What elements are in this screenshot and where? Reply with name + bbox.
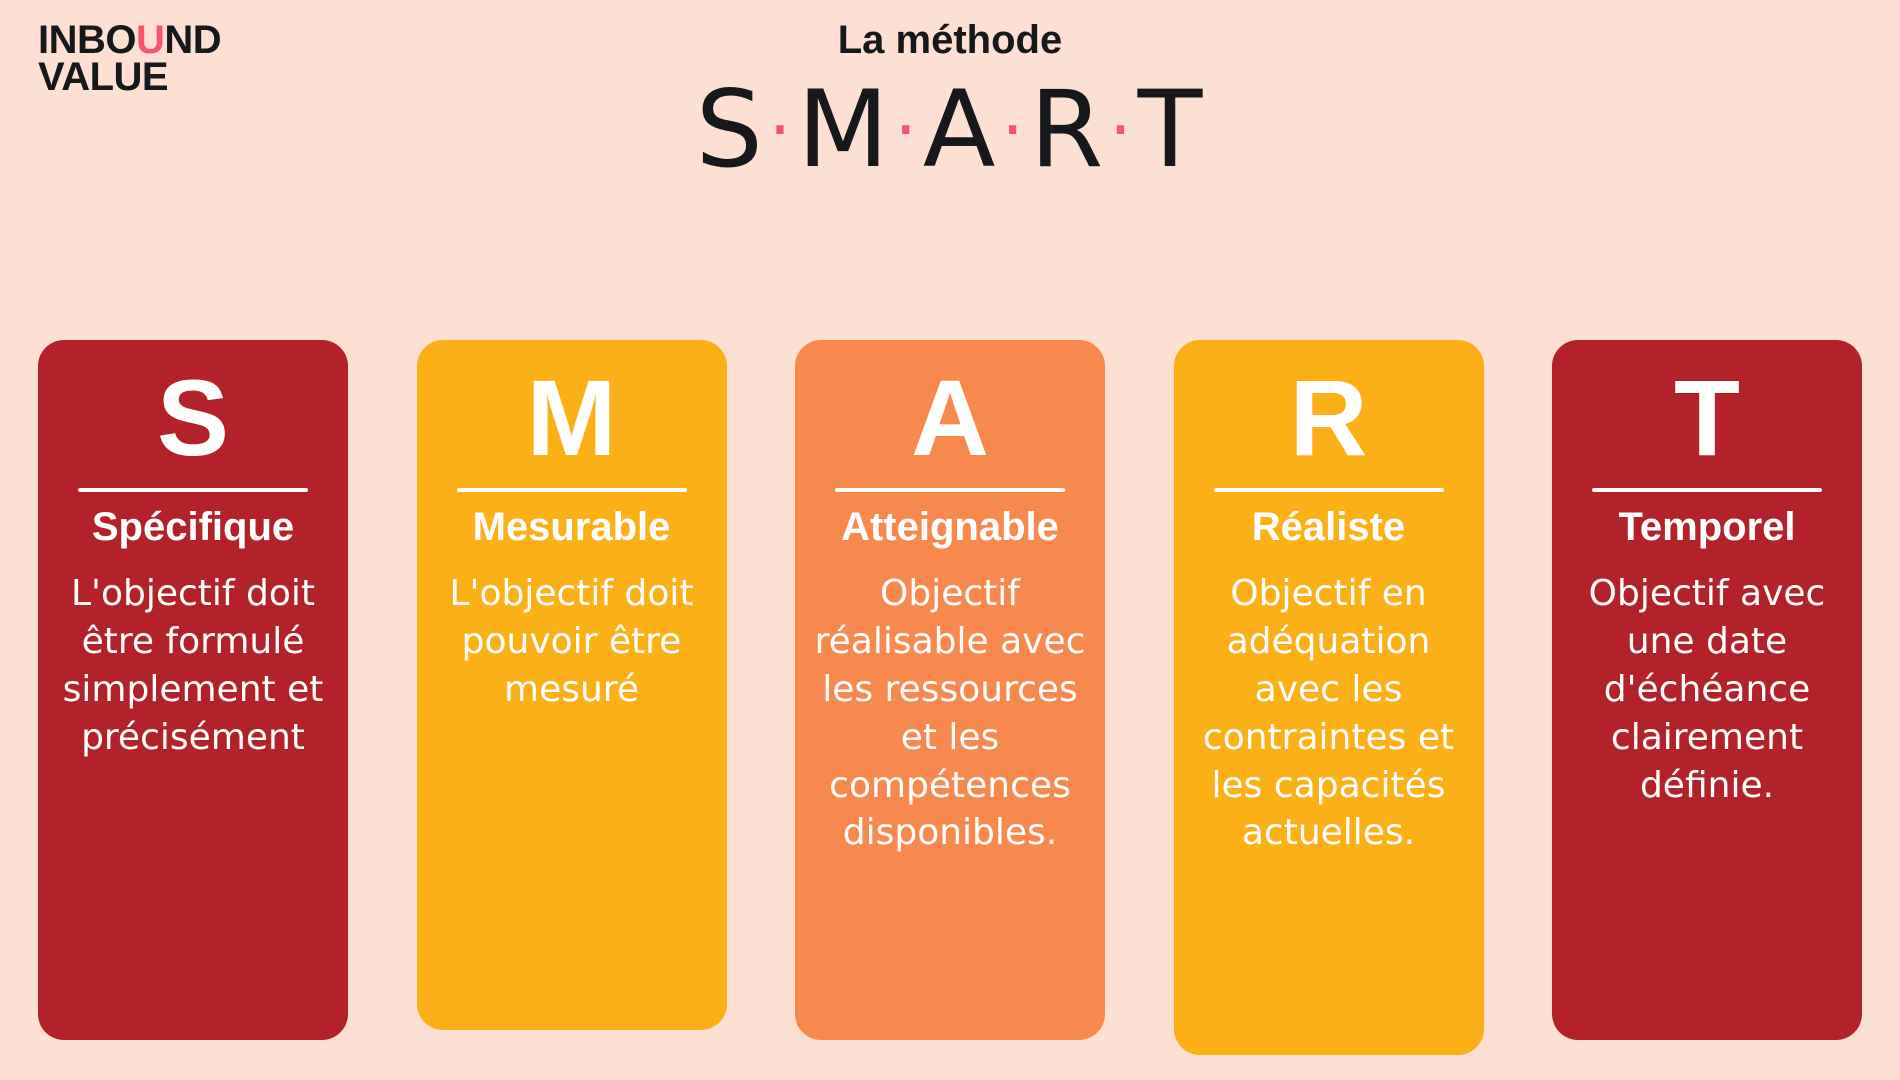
card-divider xyxy=(1592,488,1822,492)
title-letter-a: A xyxy=(922,68,998,191)
smart-card-temporel xyxy=(1552,340,1862,1040)
smart-card-specifique xyxy=(38,340,348,1040)
card-divider xyxy=(78,488,308,492)
card-description: L'objectif doit être formulé simplement et précisément xyxy=(62,573,324,758)
title-letter-s: S xyxy=(695,68,765,191)
card-title: Temporel xyxy=(1618,505,1796,549)
title-dot-icon: · xyxy=(1109,89,1134,171)
page-subtitle: La méthode xyxy=(837,18,1063,62)
card-divider xyxy=(1214,488,1444,492)
brand-logo-text-part1: INBO xyxy=(38,18,136,62)
card-description: L'objectif doit pouvoir être mesuré xyxy=(449,573,694,710)
title-dot-icon: · xyxy=(894,89,919,171)
card-letter: T xyxy=(1674,357,1740,478)
smart-card-mesurable xyxy=(417,340,727,1030)
card-title: Spécifique xyxy=(91,505,295,549)
card-description: Objectif réalisable avec les ressources et les compétences disponibles. xyxy=(814,573,1086,854)
card-title: Réaliste xyxy=(1251,505,1406,549)
card-letter: R xyxy=(1289,357,1368,478)
smart-cards-row xyxy=(38,340,1862,1055)
brand-logo-accent-letter: U xyxy=(136,18,165,62)
card-description: Objectif en adéquation avec les contraintes et les capacités actuelles. xyxy=(1202,573,1455,854)
brand-logo-line-2: VALUE xyxy=(38,54,169,99)
smart-card-atteignable xyxy=(795,340,1105,1040)
title-block xyxy=(0,18,1900,191)
card-title: Atteignable xyxy=(841,505,1059,549)
card-letter: M xyxy=(526,357,617,478)
title-letter-r: R xyxy=(1029,68,1106,191)
title-letter-t: T xyxy=(1137,68,1205,191)
card-letter: A xyxy=(911,357,989,478)
page-title xyxy=(0,69,1900,191)
card-divider xyxy=(835,488,1065,492)
title-letter-m: M xyxy=(797,68,891,191)
card-description: Objectif avec une date d'échéance clairement définie. xyxy=(1588,573,1826,806)
card-divider xyxy=(457,488,687,492)
card-title: Mesurable xyxy=(472,505,671,549)
title-dot-icon: · xyxy=(768,89,794,171)
card-letter: S xyxy=(156,357,230,478)
brand-logo-text-part2: ND xyxy=(164,18,222,62)
smart-card-realiste xyxy=(1174,340,1484,1055)
title-dot-icon: · xyxy=(1001,89,1026,171)
